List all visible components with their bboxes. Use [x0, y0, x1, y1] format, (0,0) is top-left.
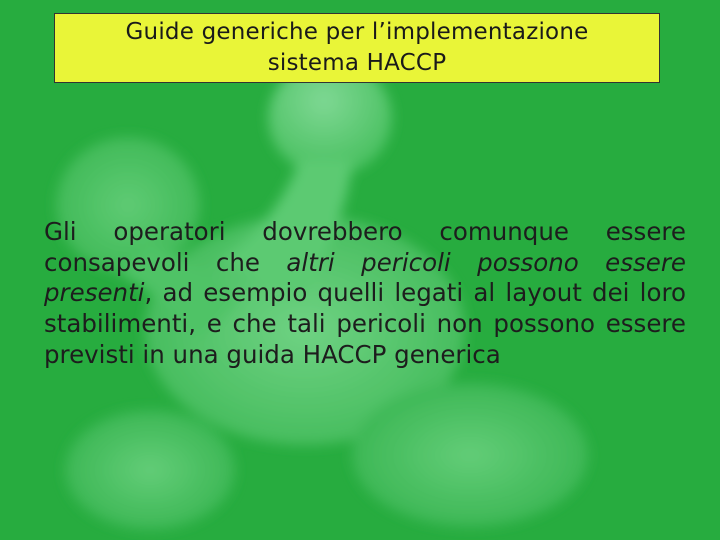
title-line-2: sistema HACCP: [267, 50, 447, 76]
slide-title: [54, 13, 660, 83]
body-emphasis: altri pericoli possono essere presenti: [44, 247, 686, 308]
title-line-1: Guide generiche per l’implementazione: [125, 19, 589, 45]
body-paragraph: [44, 217, 686, 371]
body-text-part-2: , ad esempio quelli legati al layout dei loro stabilimenti, e che tali pericoli non possono essere previsti in una guida HACCP generica: [44, 278, 686, 369]
body-text-part-1: Gli operatori dovrebbero comunque essere consapevoli che: [44, 217, 686, 277]
